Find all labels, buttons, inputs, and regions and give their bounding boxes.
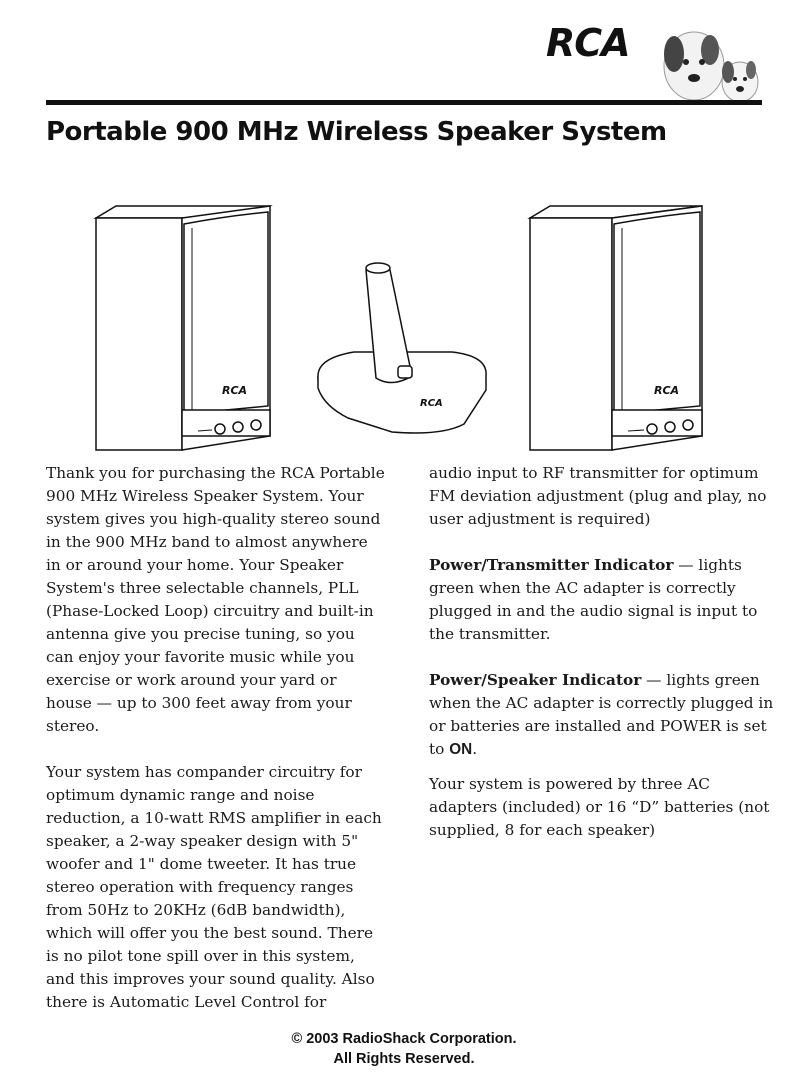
alc-continuation-paragraph: audio input to RF transmitter for optimum FM deviation adjustment (plug and play, no user adjustment is required) (429, 464, 767, 528)
right-speaker-brand: RCA (654, 384, 680, 397)
copyright-line: © 2003 RadioShack Corporation. (291, 1031, 517, 1047)
header-rule (46, 100, 762, 105)
speaker-indicator-paragraph (429, 669, 774, 761)
power-note-paragraph: Your system is powered by three AC adapters (included) or 16 “D” batteries (not supplied, 8 for each speaker) (429, 775, 770, 839)
page-title: Portable 900 MHz Wireless Speaker System (46, 117, 667, 147)
right-column (429, 462, 774, 842)
rights-line: All Rights Reserved. (333, 1051, 475, 1067)
transmitter (318, 263, 486, 433)
copyright-footer (0, 1029, 808, 1069)
transmitter-brand: RCA (420, 398, 443, 409)
transmitter-indicator-text: — lights green when the AC adapter is correctly plugged in and the audio signal is input to the transmitter. (429, 556, 758, 643)
rca-logo: RCA (546, 21, 630, 65)
left-column (46, 462, 386, 1014)
nipper-dogs-logo (652, 14, 764, 104)
left-speaker-brand: RCA (222, 384, 248, 397)
transmitter-indicator-paragraph (429, 554, 774, 646)
transmitter-indicator-label: Power/Transmitter Indicator (429, 556, 674, 574)
product-illustration (92, 200, 722, 455)
power-on-label: ON (449, 741, 473, 758)
speaker-indicator-label: Power/Speaker Indicator (429, 671, 642, 689)
speaker-indicator-text: — lights green when the AC adapter is correctly plugged in or batteries are installed and POWER is set to (429, 671, 774, 758)
left-speaker (96, 206, 270, 450)
speaker-indicator-end: . (472, 740, 478, 758)
right-speaker (530, 206, 702, 450)
intro-paragraph: Thank you for purchasing the RCA Portable 900 MHz Wireless Speaker System. Your system gives you high-quality stereo sound in the 900 MHz band to almost anywhere in or around your home. Your Speaker System's three selectable channels, PLL (Phase-Locked Loop) circuitry and built-in antenna give you precise tuning, so you can enjoy your favorite music while you exercise or work around your yard or house — up to 300 feet away from your stereo. (46, 464, 385, 735)
features-paragraph: Your system has compander circuitry for optimum dynamic range and noise reduction, a 10-watt RMS amplifier in each speaker, a 2-way speaker design with 5" woofer and 1" dome tweeter. It has true stereo operation with frequency ranges from 50Hz to 20KHz (6dB bandwidth), which will offer you the best sound. There is no pilot tone spill over in this system, and this improves your sound quality. Also there is Automatic Level Control for (46, 763, 382, 1011)
